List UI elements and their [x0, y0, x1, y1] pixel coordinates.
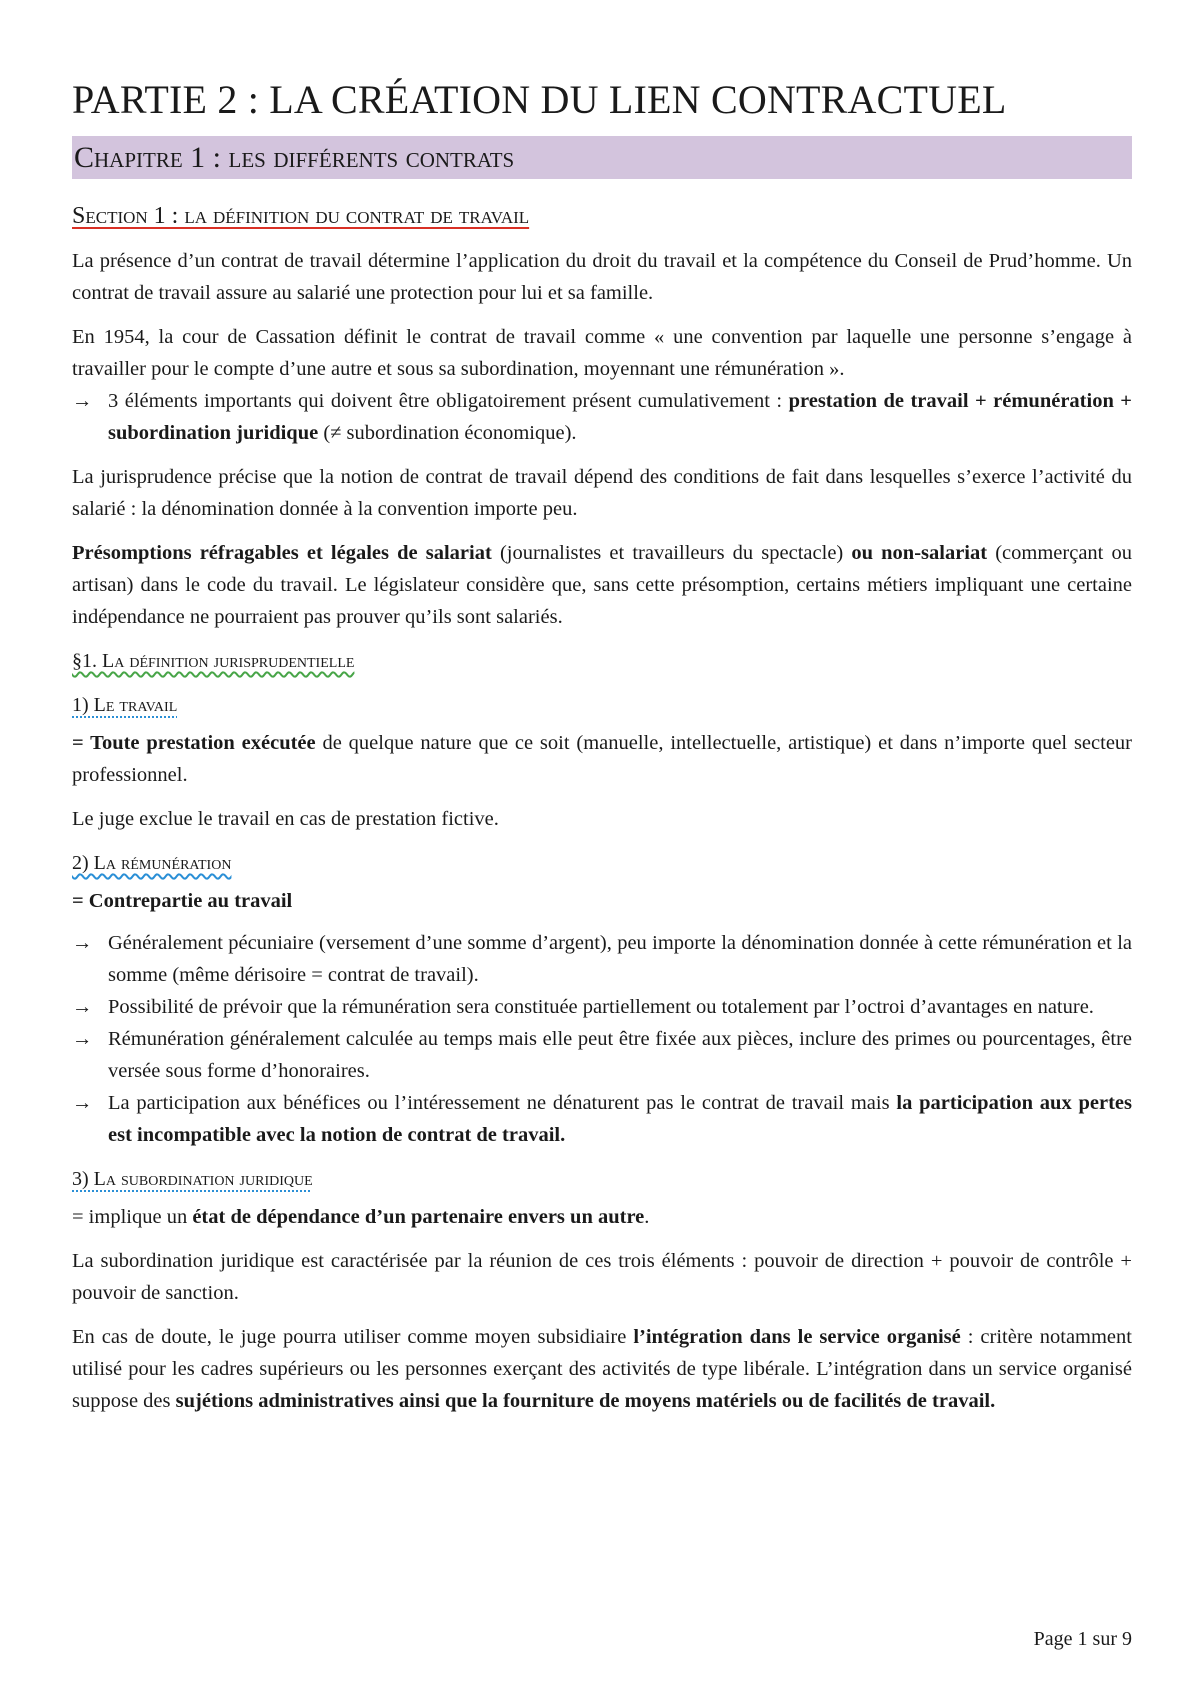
- list-item: → Rémunération généralement calculée au temps mais elle peut être fixée aux pièces, inclure des primes ou pourcentages, être versée sous forme d’honoraires.: [72, 1023, 1132, 1087]
- heading-subordination: 3) La subordination juridique: [72, 1168, 313, 1190]
- section-heading: Section 1 : la définition du contrat de travail: [72, 203, 530, 229]
- paragraph-dependance: = implique un état de dépendance d’un partenaire envers un autre.: [72, 1206, 650, 1228]
- chapter-heading: Chapitre 1 : les différents contrats: [72, 136, 1132, 179]
- paragraph-presumptions: Présomptions réfragables et légales de salariat (journalistes et travailleurs du spectacle) ou non-salariat (commerçant ou artisan) dans le code du travail. Le législateur considère que, sans cette présomption, certains métiers impliquant une certaine indépendance ne pourraient pas prouver qu’ils sont salariés.: [72, 542, 1132, 628]
- subsection-heading: §1. La définition jurisprudentielle: [72, 650, 355, 672]
- heading-travail: 1) Le travail: [72, 694, 178, 716]
- list-item: → 3 éléments importants qui doivent être obligatoirement présent cumulativement : prestation de travail + rémunération + subordination juridique (≠ subordination économique).: [72, 385, 1132, 449]
- paragraph-travail: = Toute prestation exécutée de quelque nature que ce soit (manuelle, intellectuelle, artistique) et dans n’importe quel secteur professionnel.: [72, 732, 1133, 786]
- elements-list: [72, 385, 1132, 449]
- paragraph-jurisprudence: La jurisprudence précise que la notion de contrat de travail dépend des conditions de fait dans lesquelles s’exerce l’activité du salarié : la dénomination donnée à la convention importe peu.: [72, 466, 1132, 520]
- paragraph-definition: En 1954, la cour de Cassation définit le contrat de travail comme « une convention par laquelle une personne s’engage à travailler pour le compte d’une autre et sous sa subordination, moyennant une rémunération ».: [72, 326, 1132, 380]
- heading-remuneration: 2) La rémunération: [72, 852, 232, 874]
- page-content: [72, 72, 1132, 1417]
- paragraph-integration: En cas de doute, le juge pourra utiliser comme moyen subsidiaire l’intégration dans le service organisé : critère notamment utilisé pour les cadres supérieurs ou les personnes exerçant des activités de type libérale. L’intégration dans un service organisé suppose des sujétions administratives ainsi que la fourniture de moyens matériels ou de facilités de travail.: [72, 1326, 1132, 1412]
- paragraph-contrepartie: = Contrepartie au travail: [72, 890, 293, 912]
- list-item: → Possibilité de prévoir que la rémunération sera constituée partiellement ou totalement par l’octroi d’avantages en nature.: [72, 991, 1132, 1023]
- part-title: PARTIE 2 : LA CRÉATION DU LIEN CONTRACTUEL: [72, 77, 1007, 122]
- list-item: → Généralement pécuniaire (versement d’une somme d’argent), peu importe la dénomination donnée à cette rémunération et la somme (même dérisoire = contrat de travail).: [72, 927, 1132, 991]
- remuneration-list: [72, 927, 1132, 1151]
- paragraph-intro: La présence d’un contrat de travail détermine l’application du droit du travail et la compétence du Conseil de Prud’homme. Un contrat de travail assure au salarié une protection pour lui et sa famille.: [72, 250, 1132, 304]
- page-number: Page 1 sur 9: [1033, 1628, 1132, 1650]
- list-item: → La participation aux bénéfices ou l’intéressement ne dénaturent pas le contrat de travail mais la participation aux pertes est incompatible avec la notion de contrat de travail.: [72, 1087, 1132, 1151]
- paragraph-elements: La subordination juridique est caractérisée par la réunion de ces trois éléments : pouvoir de direction + pouvoir de contrôle + pouvoir de sanction.: [72, 1250, 1132, 1304]
- paragraph-fictive: Le juge exclue le travail en cas de prestation fictive.: [72, 808, 499, 830]
